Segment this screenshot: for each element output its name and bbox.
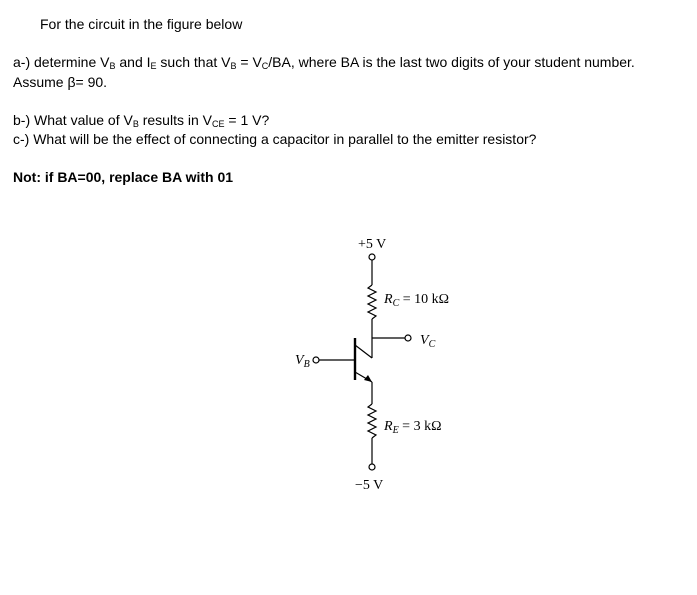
part-a-sub2: E xyxy=(150,61,157,71)
part-a-sub1: B xyxy=(109,61,116,71)
part-a-sub3: B xyxy=(230,61,237,71)
vc-label-sub: C xyxy=(428,339,436,350)
re-label-sub: E xyxy=(392,425,399,436)
assume-label: Assume β= 90. xyxy=(13,74,108,90)
rc-label-value: = 10 kΩ xyxy=(399,292,450,307)
vee-terminal xyxy=(369,464,375,470)
intro-label: For the circuit in the figure below xyxy=(40,16,243,32)
part-a-seg2: and I xyxy=(115,54,151,70)
re-label-value: = 3 kΩ xyxy=(398,419,442,434)
collector-lead xyxy=(355,345,372,358)
note-label: Not: if BA=00, replace BA with 01 xyxy=(13,169,234,185)
part-b-seg2: results in V xyxy=(138,112,212,128)
vc-label xyxy=(420,333,436,350)
vc-label-name: V xyxy=(420,333,429,348)
vb-label-sub: B xyxy=(303,359,310,370)
part-a-seg5: /BA, where BA is the last two digits of your student number. xyxy=(268,54,635,70)
vee-label: −5 V xyxy=(355,478,384,493)
emitter-arrow-icon xyxy=(364,375,372,382)
part-b-seg3: = 1 V? xyxy=(224,112,270,128)
vb-label-name: V xyxy=(295,353,304,368)
part-b-seg1: b-) What value of V xyxy=(13,112,133,128)
re-label xyxy=(383,419,441,436)
vcc-terminal xyxy=(369,254,375,260)
part-a-seg4: = V xyxy=(236,54,262,70)
part-b-sub1: B xyxy=(132,119,139,129)
re-resistor xyxy=(368,404,376,438)
re-label-name: R xyxy=(384,419,393,434)
vc-terminal xyxy=(405,335,411,341)
vcc-label: +5 V xyxy=(358,237,387,252)
part-a-seg3: such that V xyxy=(156,54,231,70)
vb-terminal xyxy=(313,357,319,363)
vb-label xyxy=(295,353,310,370)
rc-label-sub: C xyxy=(392,298,400,309)
part-a-sub4: C xyxy=(261,61,269,71)
part-c-label: c-) What will be the effect of connecting a capacitor in parallel to the emitter resistor? xyxy=(13,131,537,147)
part-a-seg1: a-) determine V xyxy=(13,54,110,70)
rc-label xyxy=(383,292,449,309)
part-b-sub2: CE xyxy=(211,119,225,129)
rc-label-name: R xyxy=(384,292,393,307)
rc-resistor xyxy=(368,285,376,319)
